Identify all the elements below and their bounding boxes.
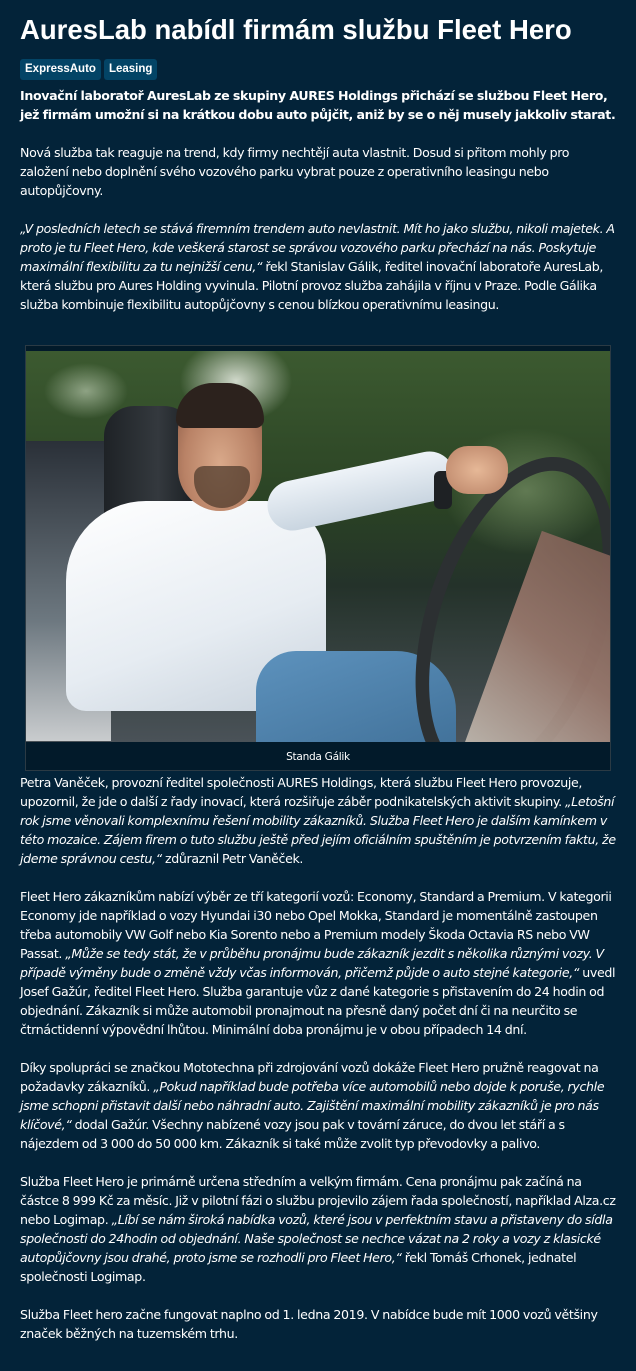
- paragraph-2-text: řekl Stanislav Gálik, ředitel inovační laboratoře AuresLab, která službu pro Aures Holding vyvinula. Pilotní provoz služba zahájila v říjnu v Praze. Podle Gálika služba kombinuje flexibilitu autopůjčovny s cenou blízkou operativnímu leasingu.: [20, 259, 604, 312]
- paragraph-3-text: Petra Vaněček, provozní ředitel společnosti AURES Holdings, která službu Fleet Hero provozuje, upozornil, že jde o další z řady inovací, která rozšiřuje záběr podnikatelských aktivit skupiny.: [20, 775, 583, 809]
- paragraph-3: [20, 773, 620, 868]
- paragraph-6: [20, 1172, 620, 1286]
- paragraph-6-text: Služba Fleet Hero je primárně určena středním a velkým firmám. Cena pronájmu pak začíná na částce 8 999 Kč za měsíc. Již v pilotní fázi o službu projevilo zájem řada společností, například Alza.cz nebo Logimap.: [20, 1174, 616, 1227]
- paragraph-1: Nová služba tak reaguje na trend, kdy firmy nechtějí auta vlastnit. Dosud si přitom mohly pro založení nebo doplnění svého vozového parku vybrat pouze z operativního leasingu nebo autopůjčovny.: [20, 145, 570, 198]
- tag-leasing[interactable]: Leasing: [104, 59, 157, 80]
- quote-gazur-1: „Může se tedy stát, že v průběhu pronájmu bude zákazník jezdit s několika různými vozy. V případě výměny bude o změně vždy včas informován, přičemž půjde o auto stejné kategorie,“: [20, 946, 604, 980]
- paragraph-5-text: Díky spolupráci se značkou Mototechna při zdrojování vozů dokáže Fleet Hero pružně reagovat na požadavky zákazníků.: [20, 1060, 599, 1094]
- article-figure: [25, 345, 611, 771]
- article-photo[interactable]: [26, 351, 610, 742]
- article-body-continued: [20, 773, 620, 1343]
- paragraph-2: [20, 219, 616, 314]
- photo-arm: [263, 447, 459, 535]
- quote-galik: „V posledních letech se stává firemním trendem auto nevlastnit. Mít ho jako službu, nikoli majetek. A proto je tu Fleet Hero, kde veškerá starost se správou vozového parku přechází na nás. Poskytuje maximální flexibilitu za tu nejnižší cenu,“: [20, 221, 615, 274]
- tag-expressauto[interactable]: ExpressAuto: [20, 59, 101, 80]
- article-perex: Inovační laboratoř AuresLab ze skupiny AURES Holdings přichází se službou Fleet Hero, jež firmám umožní si na krátkou dobu auto půjčit, aniž by se o něj musely jakkoliv starat.: [20, 88, 616, 122]
- paragraph-5: [20, 1058, 620, 1153]
- quote-gazur-2: „Pokud například bude potřeba více automobilů nebo dojde k poruše, rychle jsme schopni přistavit další nebo náhradní auto. Zajištění maximální mobility zákazníků je pro nás klíčové,“: [20, 1079, 605, 1132]
- tag-list: [20, 59, 616, 80]
- paragraph-5-rest: dodal Gažúr. Všechny nabízené vozy jsou pak v tovární záruce, do dvou let stáří a s nájezdem od 3 000 do 50 000 km. Zákazník si také může zvolit typ převodovky a palivo.: [20, 1117, 565, 1151]
- figure-caption: Standa Gálik: [286, 751, 350, 763]
- paragraph-4-rest: uvedl Josef Gažúr, ředitel Fleet Hero. Služba garantuje vůz z dané kategorie s přistavením do 24 hodin od objednání. Zákazník si může automobil pronajmout na přesně daný počet dní či na neurčito se čtrnáctidenní výpovědní lhůtou. Minimální doba pronájmu je v obou případech 14 dní.: [20, 965, 616, 1037]
- quote-crhonek: „Líbí se nám široká nabídka vozů, které jsou v perfektním stavu a přistaveny do sídla společnosti do 24hodin od objednání. Naše společnost se nechce vázat na 2 roky a vozy z klasické autopůjčovny jsou drahé, proto jsme se rozhodli pro Fleet Hero,“: [20, 1212, 613, 1265]
- paragraph-3-attribution: zdůraznil Petr Vaněček.: [161, 851, 304, 866]
- paragraph-7: Služba Fleet hero začne fungovat naplno od 1. ledna 2019. V nabídce bude mít 1000 vozů většiny značek běžných na tuzemském trhu.: [20, 1307, 598, 1341]
- paragraph-4-text: Fleet Hero zákazníkům nabízí výběr ze tří kategorií vozů: Economy, Standard a Premium. V kategorii Economy jde například o vozy Hyundai i30 nebo Opel Mokka, Standard je momentálně zastoupen třeba automobily VW Golf nebo Kia Sorento nebo a Premium modely Škoda Octavia RS nebo VW Passat.: [20, 889, 612, 961]
- article: [0, 0, 636, 314]
- paragraph-4: [20, 887, 620, 1039]
- paragraph-6-rest: řekl Tomáš Crhonek, jednatel společnosti Logimap.: [20, 1250, 577, 1284]
- photo-hair: [176, 383, 264, 428]
- article-title: AuresLab nabídl firmám službu Fleet Hero: [20, 14, 572, 45]
- quote-vanecek: „Letošní rok jsme věnovali komplexnímu řešení mobility zákazníků. Služba Fleet Hero je dalším kamínkem v této mozaice. Zájem firem o tuto službu ještě před jejím oficiálním spuštěním je potvrzením faktu, že jdeme správnou cestu,“: [20, 794, 616, 866]
- photo-hand: [446, 446, 508, 494]
